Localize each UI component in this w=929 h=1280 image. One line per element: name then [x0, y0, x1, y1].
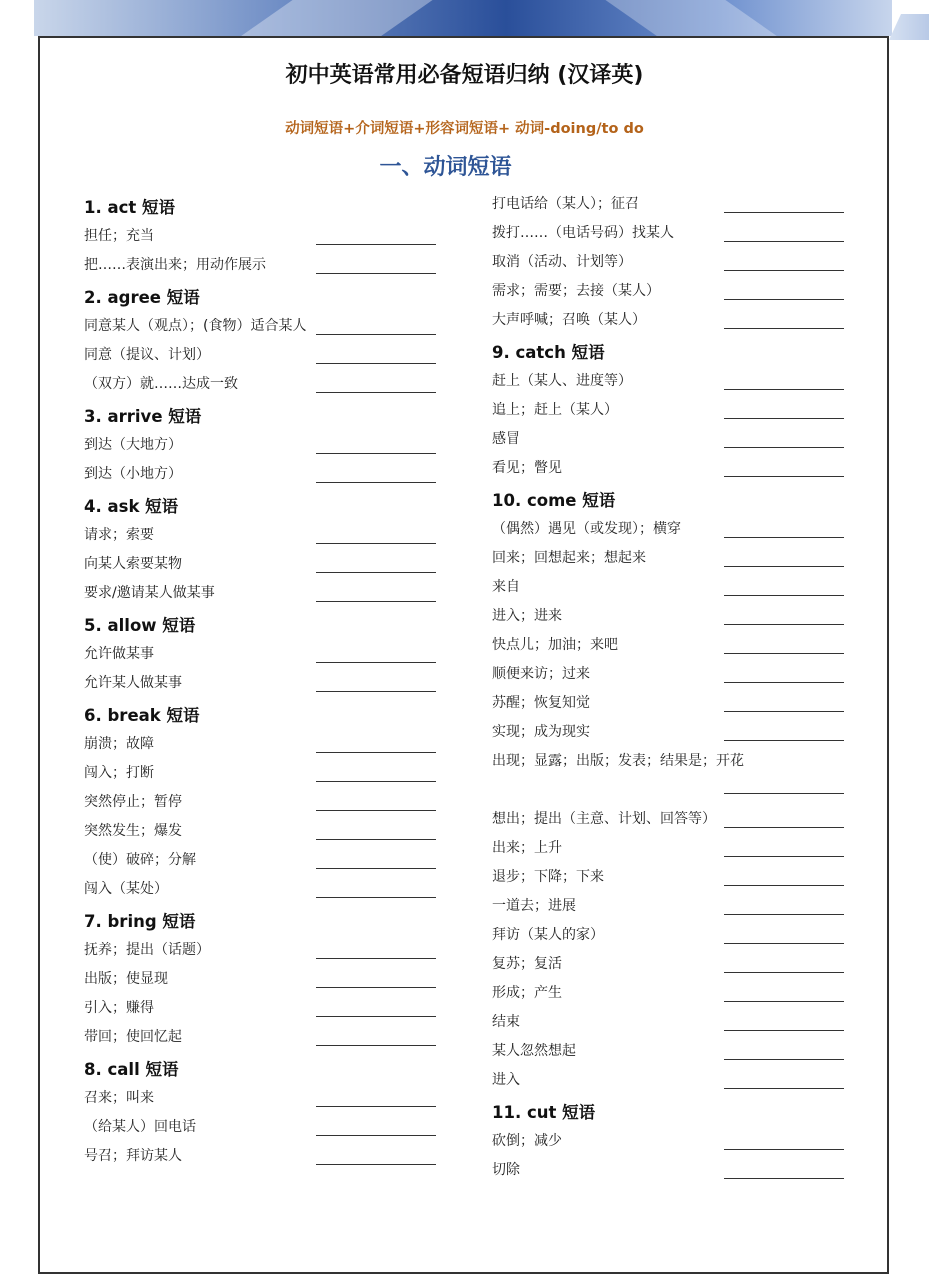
right-column	[492, 190, 862, 1185]
phrase-meaning: 需求；需要；去接（某人）	[492, 283, 660, 299]
phrase-item	[492, 602, 862, 631]
answer-blank[interactable]	[316, 1164, 436, 1165]
answer-blank[interactable]	[724, 1149, 844, 1150]
answer-blank[interactable]	[724, 1178, 844, 1179]
phrase-item	[492, 248, 862, 277]
phrase-item	[492, 631, 862, 660]
answer-blank[interactable]	[724, 914, 844, 915]
phrase-group-heading: 9. catch 短语	[492, 343, 605, 362]
answer-blank[interactable]	[724, 212, 844, 213]
phrase-meaning: 退步；下降；下来	[492, 869, 604, 885]
answer-blank[interactable]	[316, 453, 436, 454]
phrase-item	[492, 1066, 862, 1095]
phrase-meaning: 突然发生；爆发	[84, 823, 182, 839]
phrase-group-heading: 1. act 短语	[84, 198, 176, 217]
phrase-meaning: 苏醒；恢复知觉	[492, 695, 590, 711]
phrase-meaning: 允许做某事	[84, 646, 154, 662]
phrase-item	[492, 544, 862, 573]
answer-blank[interactable]	[316, 868, 436, 869]
phrase-item	[84, 730, 454, 759]
phrase-meaning: 进入；进来	[492, 608, 562, 624]
answer-blank[interactable]	[316, 543, 436, 544]
answer-blank[interactable]	[316, 363, 436, 364]
answer-blank[interactable]	[724, 447, 844, 448]
answer-blank[interactable]	[724, 682, 844, 683]
phrase-meaning: 抚养；提出（话题）	[84, 942, 210, 958]
phrase-item	[84, 965, 454, 994]
phrase-item	[492, 277, 862, 306]
corner-decoration	[889, 14, 929, 40]
phrase-group-heading: 5. allow 短语	[84, 616, 196, 635]
phrase-meaning: （偶然）遇见（或发现）；横穿	[492, 521, 681, 537]
answer-blank[interactable]	[724, 624, 844, 625]
phrase-item	[492, 863, 862, 892]
phrase-meaning: 进入	[492, 1072, 520, 1088]
phrase-meaning: 拨打……（电话号码）找某人	[492, 225, 674, 241]
answer-blank[interactable]	[724, 389, 844, 390]
phrase-item	[492, 425, 862, 454]
phrase-item	[492, 573, 862, 602]
phrase-meaning: 某人忽然想起	[492, 1043, 576, 1059]
phrase-meaning: 想出；提出（主意、计划、回答等）	[492, 811, 716, 827]
phrase-item	[84, 759, 454, 788]
phrase-item	[492, 219, 862, 248]
phrase-item	[84, 251, 454, 280]
phrase-meaning: 引入；赚得	[84, 1000, 154, 1016]
section-title: 一、动词短语	[379, 155, 512, 180]
answer-blank[interactable]	[724, 299, 844, 300]
phrase-meaning: 崩溃；故障	[84, 736, 154, 752]
answer-blank[interactable]	[724, 653, 844, 654]
phrase-item	[84, 579, 454, 608]
phrase-item	[492, 979, 862, 1008]
phrase-item	[84, 431, 454, 460]
phrase-meaning: 到达（小地方）	[84, 466, 182, 482]
answer-blank[interactable]	[316, 273, 436, 274]
answer-blank[interactable]	[316, 810, 436, 811]
phrase-group-heading: 11. cut 短语	[492, 1103, 596, 1122]
phrase-meaning: 拜访（某人的家）	[492, 927, 604, 943]
answer-blank[interactable]	[316, 691, 436, 692]
banner-stripe	[221, 0, 447, 36]
answer-blank[interactable]	[724, 885, 844, 886]
page-title: 初中英语常用必备短语归纳 (汉译英)	[285, 63, 644, 88]
answer-blank[interactable]	[316, 839, 436, 840]
answer-blank[interactable]	[316, 1016, 436, 1017]
phrase-meaning: 要求/邀请某人做某事	[84, 585, 215, 601]
answer-blank[interactable]	[316, 987, 436, 988]
phrase-item	[84, 460, 454, 489]
phrase-meaning: 闯入；打断	[84, 765, 154, 781]
phrase-meaning: 请求；索要	[84, 527, 154, 543]
answer-blank[interactable]	[724, 827, 844, 828]
phrase-group-heading: 8. call 短语	[84, 1060, 179, 1079]
phrase-meaning: 结束	[492, 1014, 520, 1030]
phrase-item	[84, 550, 454, 579]
answer-blank[interactable]	[724, 856, 844, 857]
left-column	[84, 190, 454, 1171]
phrase-meaning: （双方）就……达成一致	[84, 376, 238, 392]
phrase-item	[84, 669, 454, 698]
answer-blank[interactable]	[724, 328, 844, 329]
answer-blank[interactable]	[316, 334, 436, 335]
phrase-item	[84, 994, 454, 1023]
phrase-meaning: 闯入（某处）	[84, 881, 168, 897]
answer-blank[interactable]	[316, 572, 436, 573]
phrase-meaning: 赶上（某人、进度等）	[492, 373, 632, 389]
answer-blank[interactable]	[316, 781, 436, 782]
phrase-meaning: 向某人索要某物	[84, 556, 182, 572]
banner-stripe	[591, 0, 797, 36]
phrase-item	[492, 454, 862, 483]
phrase-meaning: 召来；叫来	[84, 1090, 154, 1106]
answer-blank[interactable]	[724, 740, 844, 741]
phrase-meaning: 砍倒；减少	[492, 1133, 562, 1149]
phrase-group-heading: 10. come 短语	[492, 491, 616, 510]
phrase-group-heading: 7. bring 短语	[84, 912, 196, 931]
answer-blank[interactable]	[724, 1059, 844, 1060]
answer-blank[interactable]	[316, 1045, 436, 1046]
phrase-meaning: 实现；成为现实	[492, 724, 590, 740]
answer-blank[interactable]	[316, 752, 436, 753]
answer-blank[interactable]	[316, 897, 436, 898]
phrase-meaning: 快点儿；加油；来吧	[492, 637, 618, 653]
phrase-item	[84, 1023, 454, 1052]
answer-blank[interactable]	[316, 244, 436, 245]
phrase-meaning: 出版；使显现	[84, 971, 168, 987]
phrase-item	[84, 521, 454, 550]
answer-blank[interactable]	[724, 711, 844, 712]
phrase-item	[84, 1113, 454, 1142]
phrase-item	[84, 1084, 454, 1113]
phrase-meaning: 出来；上升	[492, 840, 562, 856]
phrase-item	[84, 1142, 454, 1171]
phrase-meaning: 带回；使回忆起	[84, 1029, 182, 1045]
phrase-item	[492, 660, 862, 689]
phrase-item	[84, 370, 454, 399]
phrase-group-heading: 3. arrive 短语	[84, 407, 202, 426]
answer-blank[interactable]	[724, 270, 844, 271]
phrase-meaning: 突然停止；暂停	[84, 794, 182, 810]
phrase-meaning: 出现；显露；出版；发表；结果是；开花	[492, 753, 744, 769]
answer-blank[interactable]	[316, 482, 436, 483]
phrase-meaning: 复苏；复活	[492, 956, 562, 972]
phrase-item	[84, 817, 454, 846]
phrase-item	[492, 1008, 862, 1037]
phrase-item	[84, 936, 454, 965]
phrase-meaning: 顺便来访；过来	[492, 666, 590, 682]
phrase-item	[492, 396, 862, 425]
phrase-group-heading: 6. break 短语	[84, 706, 200, 725]
phrase-meaning: （给某人）回电话	[84, 1119, 196, 1135]
phrase-meaning: 追上；赶上（某人）	[492, 402, 618, 418]
phrase-meaning: 取消（活动、计划等）	[492, 254, 632, 270]
answer-blank[interactable]	[316, 392, 436, 393]
phrase-meaning: 切除	[492, 1162, 520, 1178]
phrase-meaning: 号召；拜访某人	[84, 1148, 182, 1164]
phrase-meaning: 把……表演出来；用动作展示	[84, 257, 266, 273]
answer-blank[interactable]	[724, 595, 844, 596]
answer-blank[interactable]	[316, 958, 436, 959]
phrase-item	[84, 312, 454, 341]
phrase-item	[492, 718, 862, 747]
top-banner	[34, 0, 892, 36]
phrase-meaning: 打电话给（某人）；征召	[492, 196, 639, 212]
phrase-item	[84, 640, 454, 669]
answer-blank[interactable]	[724, 793, 844, 794]
phrase-meaning: 同意（提议、计划）	[84, 347, 210, 363]
phrase-item	[84, 222, 454, 251]
phrase-item	[492, 950, 862, 979]
phrase-item	[492, 689, 862, 718]
phrase-meaning: 担任；充当	[84, 228, 154, 244]
answer-blank[interactable]	[724, 241, 844, 242]
phrase-meaning: 一道去；进展	[492, 898, 576, 914]
phrase-item	[492, 367, 862, 396]
phrase-item	[492, 306, 862, 335]
phrase-item	[492, 1127, 862, 1156]
answer-blank[interactable]	[316, 601, 436, 602]
phrase-meaning: 形成；产生	[492, 985, 562, 1001]
phrase-meaning: 回来；回想起来；想起来	[492, 550, 646, 566]
phrase-item	[492, 834, 862, 863]
answer-blank[interactable]	[724, 418, 844, 419]
answer-blank[interactable]	[316, 1106, 436, 1107]
phrase-group-heading: 2. agree 短语	[84, 288, 200, 307]
answer-blank[interactable]	[724, 1030, 844, 1031]
phrase-item	[492, 747, 862, 805]
phrase-item	[84, 341, 454, 370]
phrase-meaning: 允许某人做某事	[84, 675, 182, 691]
phrase-item	[84, 846, 454, 875]
phrase-item	[492, 1037, 862, 1066]
answer-blank[interactable]	[316, 662, 436, 663]
page-subtitle: 动词短语+介词短语+形容词短语+ 动词-doing/to do	[285, 121, 644, 137]
phrase-meaning: 到达（大地方）	[84, 437, 182, 453]
answer-blank[interactable]	[724, 1088, 844, 1089]
phrase-group-heading: 4. ask 短语	[84, 497, 179, 516]
phrase-meaning: 同意某人（观点）；(食物）适合某人	[84, 318, 307, 334]
phrase-meaning: 来自	[492, 579, 520, 595]
phrase-item	[492, 1156, 862, 1185]
answer-blank[interactable]	[724, 943, 844, 944]
phrase-meaning: 感冒	[492, 431, 520, 447]
phrase-meaning: （使）破碎；分解	[84, 852, 196, 868]
phrase-item	[492, 805, 862, 834]
answer-blank[interactable]	[724, 476, 844, 477]
phrase-item	[492, 921, 862, 950]
answer-blank[interactable]	[724, 1001, 844, 1002]
phrase-item	[84, 875, 454, 904]
phrase-item	[84, 788, 454, 817]
answer-blank[interactable]	[724, 537, 844, 538]
phrase-item	[492, 515, 862, 544]
answer-blank[interactable]	[316, 1135, 436, 1136]
phrase-item	[492, 892, 862, 921]
answer-blank[interactable]	[724, 972, 844, 973]
phrase-meaning: 看见；瞥见	[492, 460, 562, 476]
phrase-item	[492, 190, 862, 219]
answer-blank[interactable]	[724, 566, 844, 567]
phrase-meaning: 大声呼喊；召唤（某人）	[492, 312, 646, 328]
